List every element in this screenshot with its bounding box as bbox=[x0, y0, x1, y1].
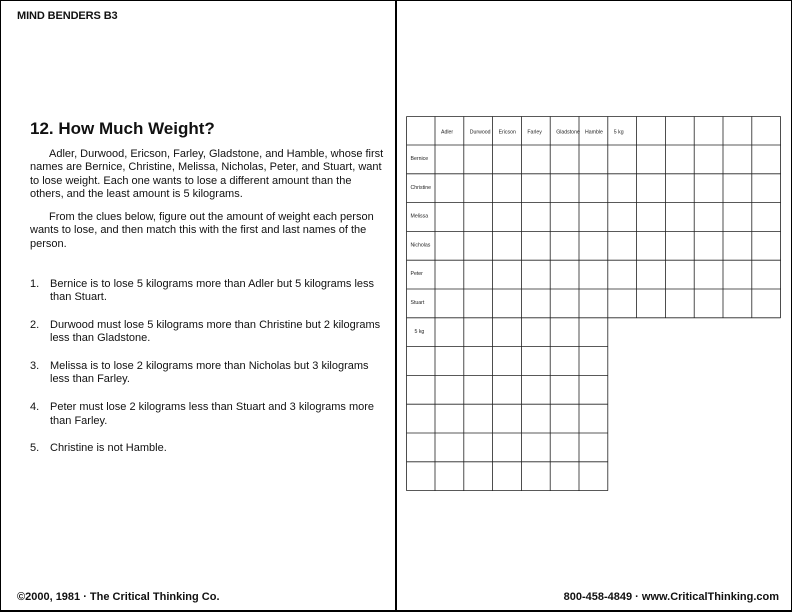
clue-number: 2. bbox=[30, 319, 40, 332]
column-header: Ericson bbox=[498, 129, 516, 136]
row-header: Melissa bbox=[410, 213, 429, 220]
row-header: Stuart bbox=[410, 300, 425, 306]
clue-text: Christine is not Hamble. bbox=[50, 442, 167, 455]
puzzle-title: 12. How Much Weight? bbox=[30, 119, 215, 138]
clue-number: 3. bbox=[30, 360, 40, 373]
clue-item bbox=[30, 278, 382, 305]
column-header: Adler bbox=[441, 129, 454, 136]
column-header: 5 kg bbox=[613, 129, 624, 136]
row-header: Christine bbox=[410, 184, 431, 191]
clue-text: Peter must lose 2 kilograms less than Stuart and 3 kilograms more than Farley. bbox=[50, 401, 375, 427]
clue-number: 4. bbox=[30, 401, 40, 414]
logic-grid[interactable] bbox=[406, 116, 781, 494]
clue-item bbox=[30, 360, 382, 387]
row-header: Nicholas bbox=[410, 242, 431, 249]
row-header: Peter bbox=[410, 271, 423, 278]
contact-footer: 800-458-4849 · www.CriticalThinking.com bbox=[563, 591, 779, 603]
book-header: MIND BENDERS B3 bbox=[17, 10, 118, 22]
right-page bbox=[397, 1, 791, 610]
column-header: Gladstone bbox=[556, 129, 580, 136]
clue-text: Durwood must lose 5 kilograms more than Christine but 2 kilograms less than Gladstone. bbox=[50, 319, 381, 345]
left-page bbox=[1, 1, 395, 610]
intro-paragraph: Adler, Durwood, Ericson, Farley, Gladstone, and Hamble, whose first names are Bernice, Christine, Melissa, Nicholas, Peter, and Stuart, want to lose weight. Each one wants to lose a different amount than the others, and the least amount is 5 kilograms. bbox=[30, 148, 384, 200]
instructions-paragraph: From the clues below, figure out the amount of weight each person wants to lose, and then match this with the first and last names of the person. bbox=[30, 211, 374, 250]
clue-text: Melissa is to lose 2 kilograms more than Nicholas but 3 kilograms less than Farley. bbox=[50, 360, 369, 386]
row-header: 5 kg bbox=[414, 328, 425, 335]
clue-number: 1. bbox=[30, 278, 40, 290]
clue-list bbox=[30, 278, 382, 470]
clue-item bbox=[30, 442, 382, 455]
clue-number: 5. bbox=[30, 442, 40, 455]
column-header: Durwood bbox=[469, 129, 491, 136]
clue-item bbox=[30, 401, 382, 428]
column-header: Hamble bbox=[585, 129, 603, 136]
copyright-footer: ©2000, 1981 · The Critical Thinking Co. bbox=[17, 591, 220, 603]
column-header: Farley bbox=[527, 129, 542, 136]
clue-text: Bernice is to lose 5 kilograms more than Adler but 5 kilograms less than Stuart. bbox=[50, 278, 375, 304]
clue-item bbox=[30, 319, 382, 346]
row-header: Bernice bbox=[410, 156, 429, 162]
